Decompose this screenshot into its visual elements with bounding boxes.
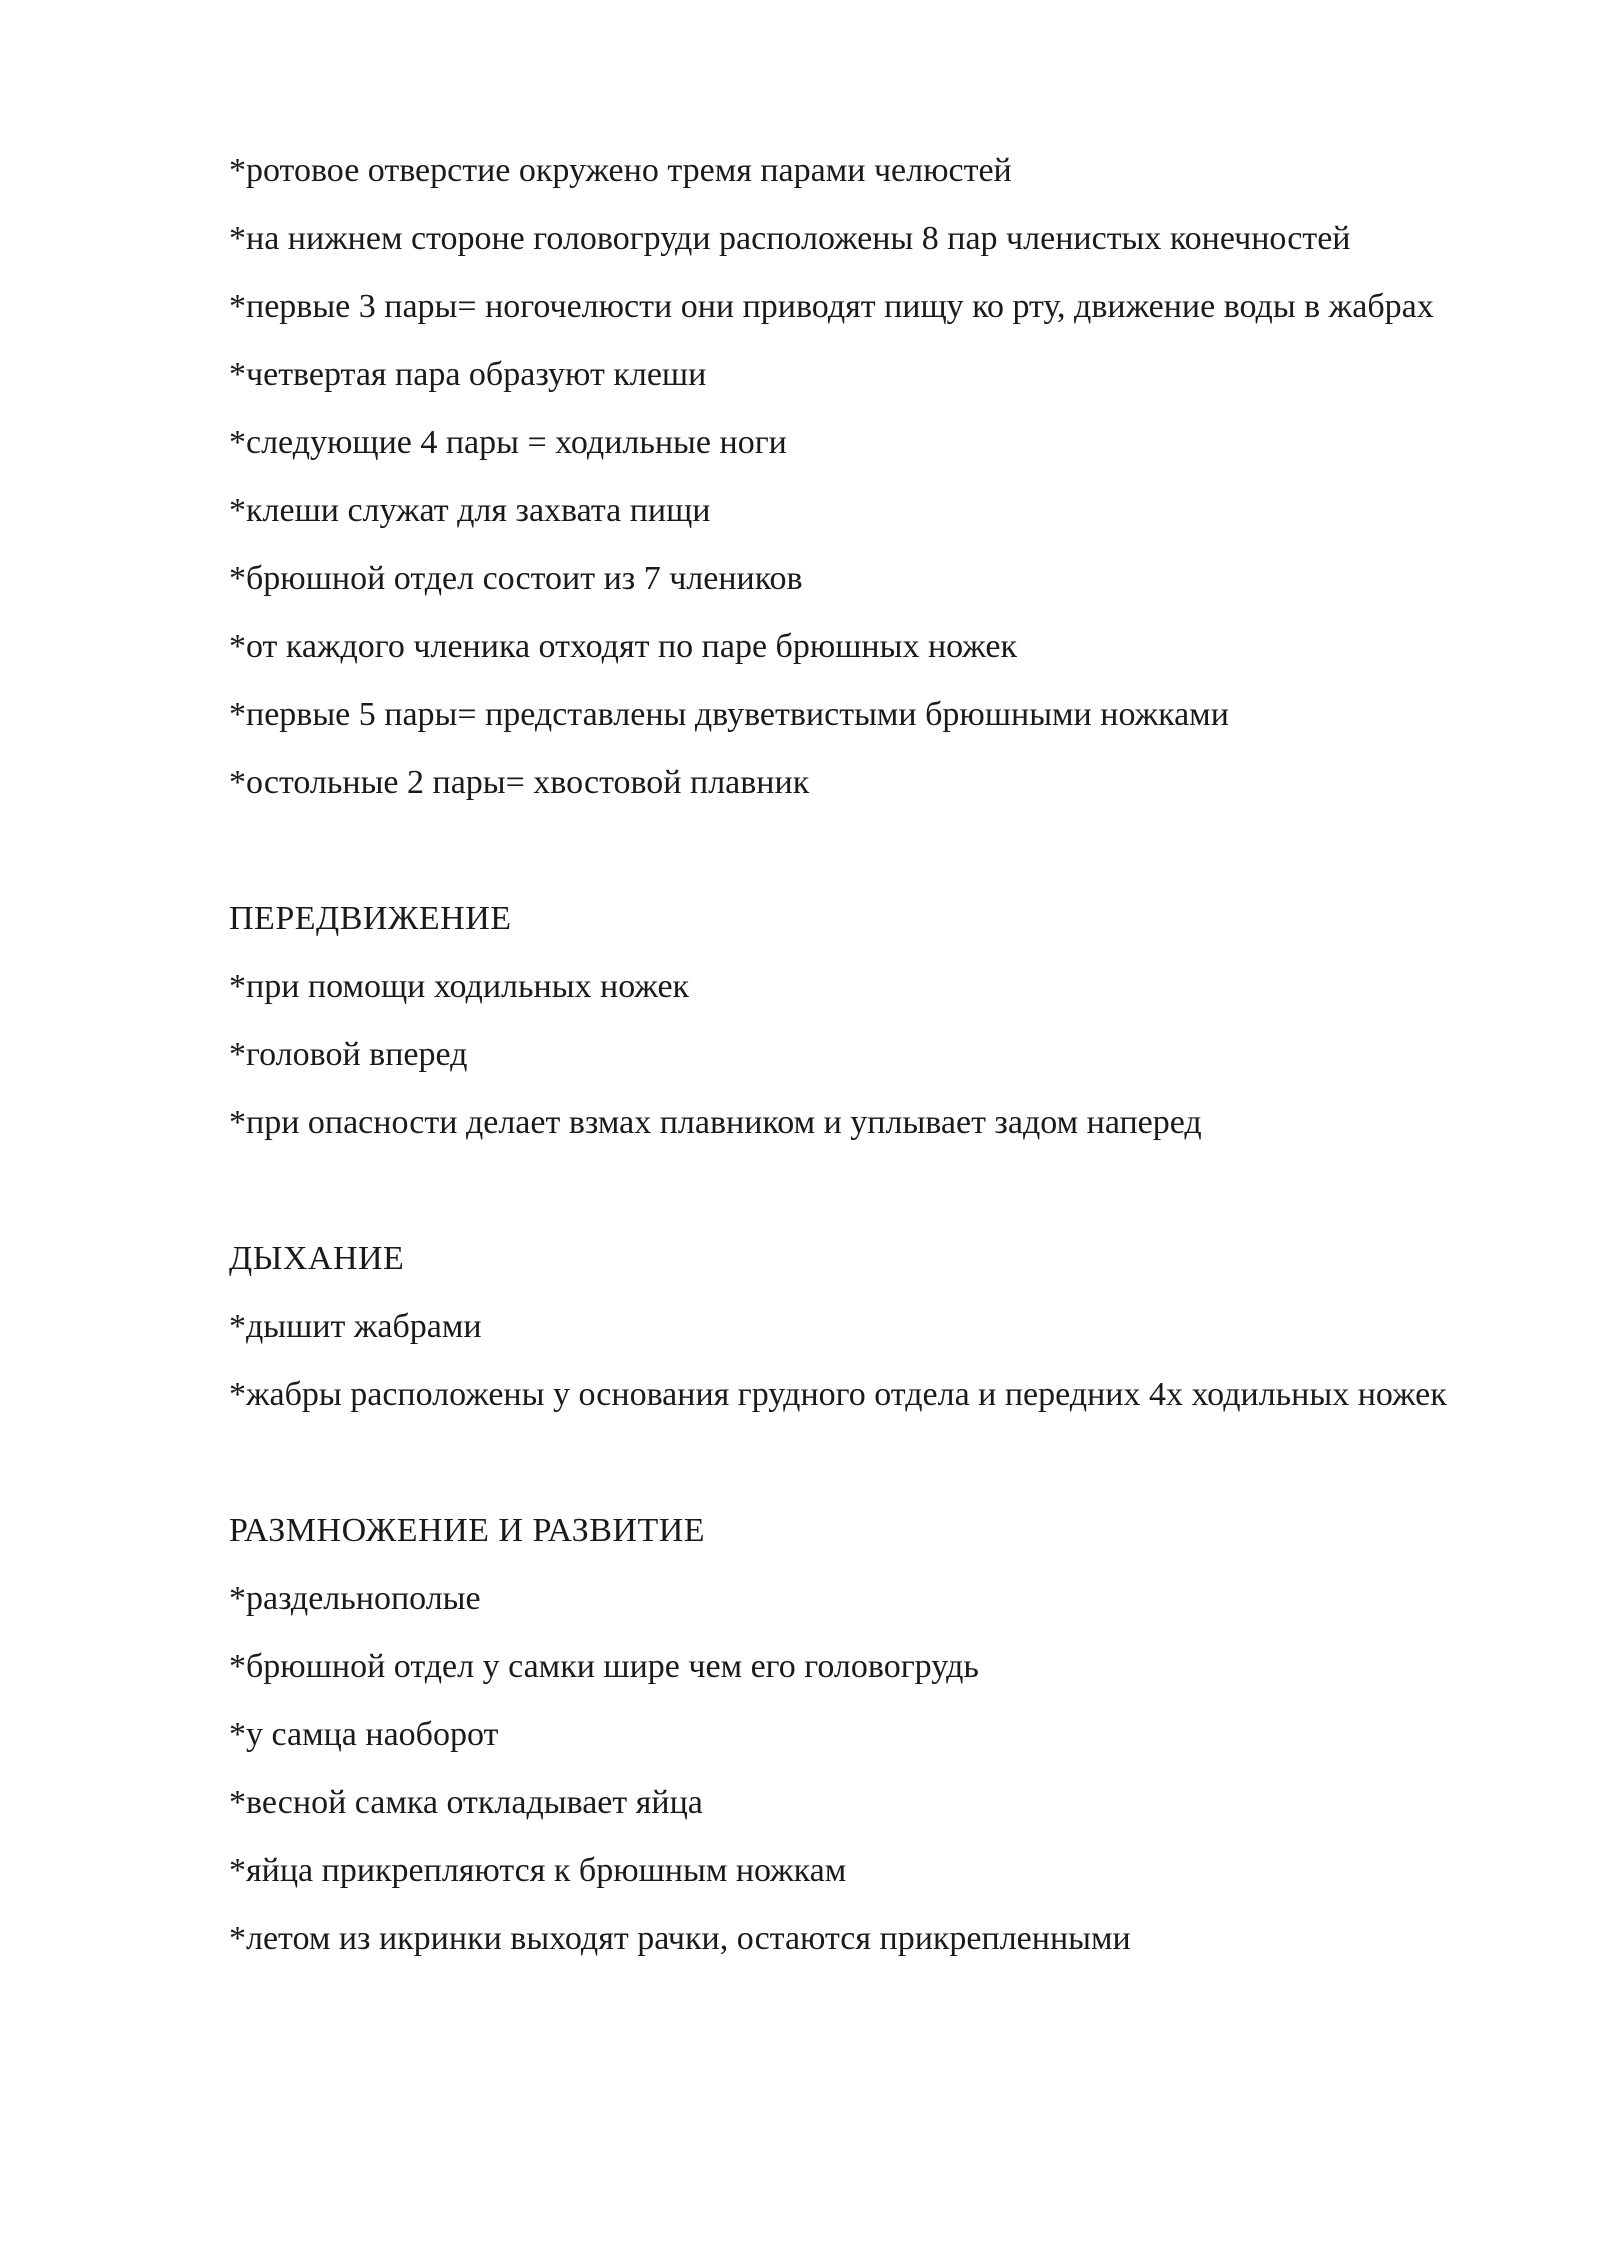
- list-item: *следующие 4 пары = ходильные ноги: [229, 424, 787, 461]
- list-item: *при помощи ходильных ножек: [229, 968, 690, 1005]
- section-reproduction: [229, 1508, 1489, 1962]
- list-item: *клеши служат для захвата пищи: [229, 492, 711, 529]
- section-anatomy: [229, 148, 1489, 806]
- section-respiration: [229, 1236, 1489, 1418]
- list-item: *жабры расположены у основания грудного отдела и передних 4х ходильных ножек: [229, 1376, 1447, 1413]
- section-spacer: [229, 1440, 1489, 1508]
- list-item: *раздельнополые: [229, 1580, 481, 1617]
- section-heading: РАЗМНОЖЕНИЕ И РАЗВИТИЕ: [229, 1512, 706, 1549]
- list-item: *ротовое отверстие окружено тремя парами челюстей: [229, 152, 1012, 189]
- list-item: *первые 3 пары= ногочелюсти они приводят пищу ко рту, движение воды в жабрах: [229, 288, 1434, 325]
- section-heading: ПЕРЕДВИЖЕНИЕ: [229, 900, 512, 937]
- list-item: *четвертая пара образуют клеши: [229, 356, 707, 393]
- list-item: *летом из икринки выходят рачки, остаются прикрепленными: [229, 1920, 1131, 1957]
- list-item: *весной самка откладывает яйца: [229, 1784, 703, 1821]
- list-item: *яйца прикрепляются к брюшным ножкам: [229, 1852, 847, 1889]
- section-heading: ДЫХАНИЕ: [229, 1240, 405, 1277]
- list-item: *дышит жабрами: [229, 1308, 482, 1345]
- list-item: *брюшной отдел состоит из 7 члеников: [229, 560, 803, 597]
- list-item: *головой вперед: [229, 1036, 468, 1073]
- section-spacer: [229, 1168, 1489, 1236]
- list-item: *при опасности делает взмах плавником и уплывает задом наперед: [229, 1104, 1202, 1141]
- list-item: *первые 5 пары= представлены двуветвистыми брюшными ножками: [229, 696, 1229, 733]
- list-item: *брюшной отдел у самки шире чем его головогрудь: [229, 1648, 979, 1685]
- list-item: *на нижнем стороне головогруди расположены 8 пар членистых конечностей: [229, 220, 1351, 257]
- list-item: *у самца наоборот: [229, 1716, 499, 1753]
- document-body: [229, 148, 1489, 1984]
- list-item: *от каждого членика отходят по паре брюшных ножек: [229, 628, 1017, 665]
- section-spacer: [229, 828, 1489, 896]
- section-locomotion: [229, 896, 1489, 1146]
- list-item: *остольные 2 пары= хвостовой плавник: [229, 764, 810, 801]
